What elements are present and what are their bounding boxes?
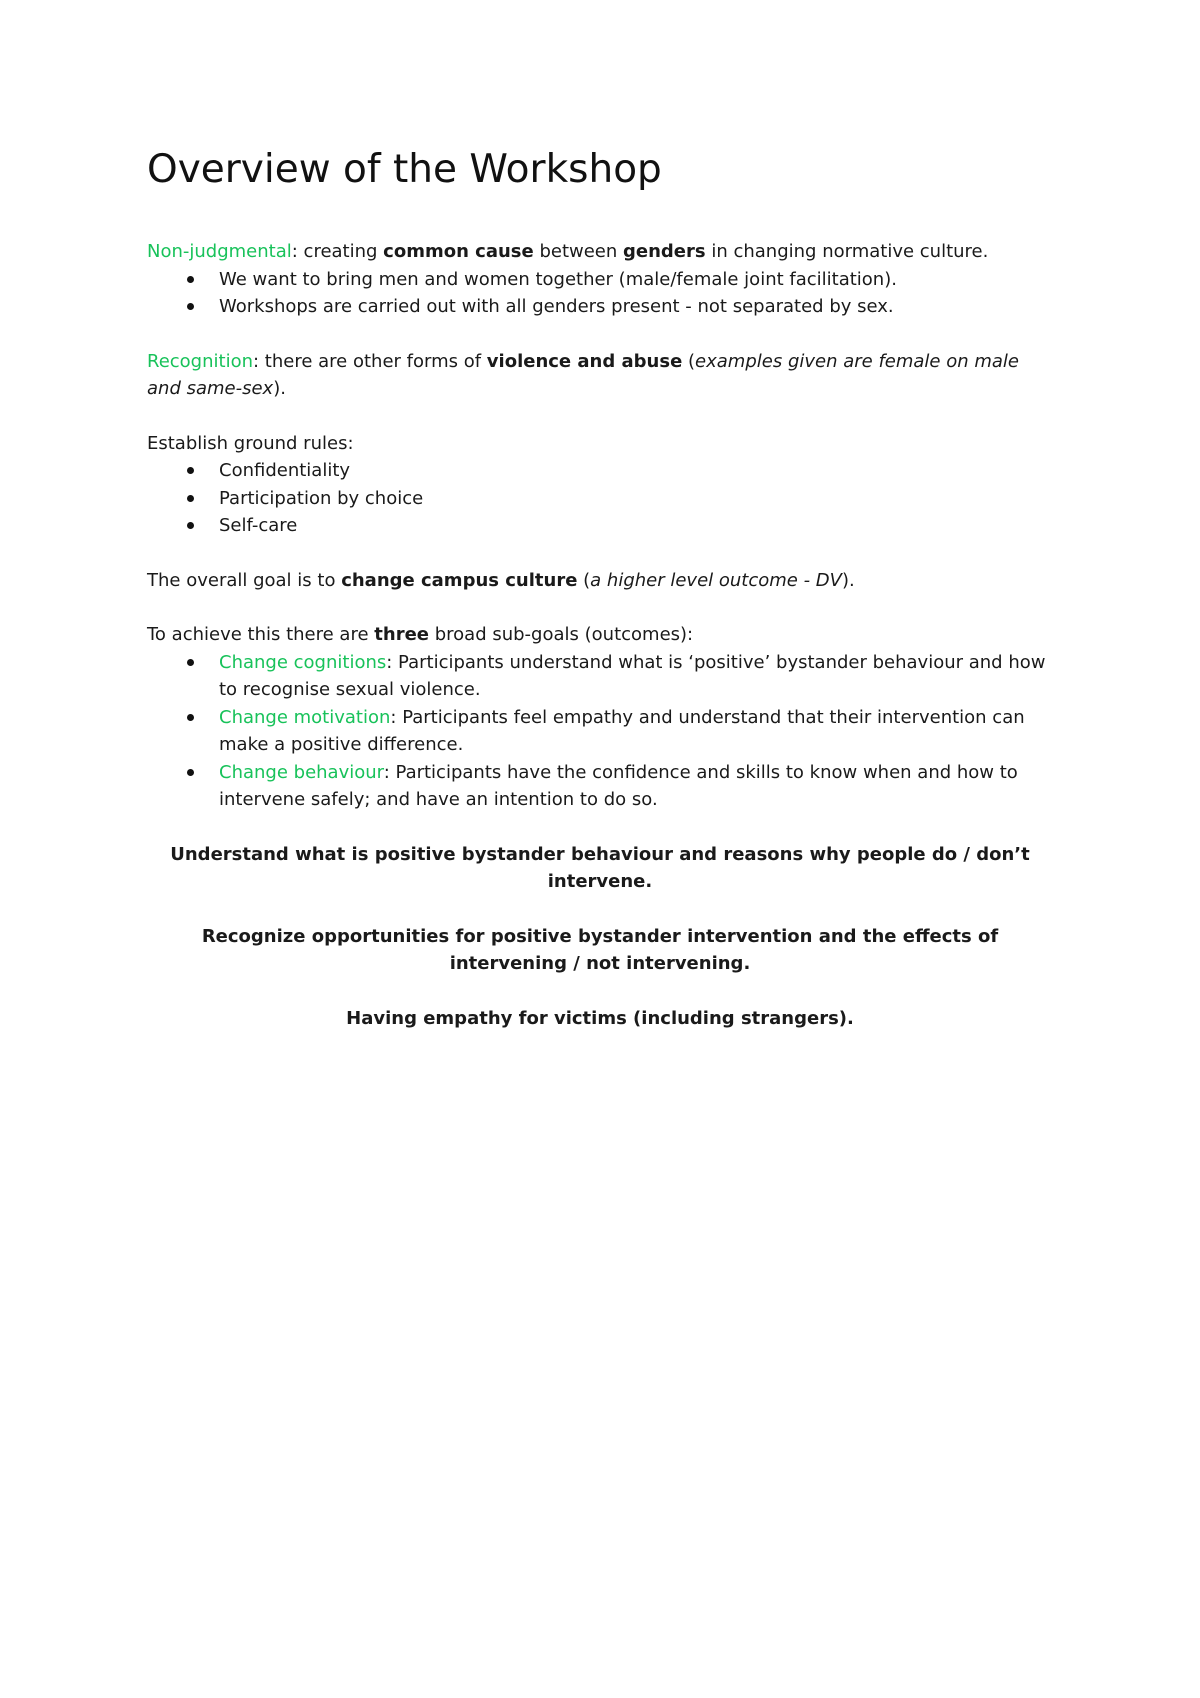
bullet-icon bbox=[187, 522, 194, 529]
bullet-icon bbox=[187, 495, 194, 502]
bullet-icon bbox=[187, 769, 194, 776]
list-item: Self-care bbox=[147, 512, 1053, 540]
list-item: We want to bring men and women together (male/female joint facilitation). bbox=[147, 266, 1053, 294]
list-item: Change behaviour: Participants have the confidence and skills to know when and how to intervene safely; and have an intention to do so. bbox=[147, 759, 1053, 814]
page-title: Overview of the Workshop bbox=[147, 147, 662, 192]
ground-rules-bullets bbox=[147, 457, 1053, 540]
centered-statement: Understand what is positive bystander behaviour and reasons why people do / don’t intervene. bbox=[170, 843, 1030, 892]
list-item: Change cognitions: Participants understand what is ‘positive’ bystander behaviour and how to recognise sexual violence. bbox=[147, 649, 1053, 704]
bullet-icon bbox=[187, 467, 194, 474]
list-item: Participation by choice bbox=[147, 485, 1053, 513]
non-judgmental-label: Non-judgmental bbox=[147, 241, 292, 262]
recognition-label: Recognition bbox=[147, 350, 253, 372]
sub-goals-heading: To achieve this there are three broad sub-goals (outcomes): bbox=[147, 624, 694, 645]
ground-rules-heading: Establish ground rules: bbox=[147, 432, 354, 454]
non-judgmental-bullets bbox=[147, 266, 1053, 321]
bullet-icon bbox=[187, 303, 194, 310]
sub-goals-bullets bbox=[147, 649, 1053, 814]
non-judgmental-paragraph: Non-judgmental: creating common cause between genders in changing normative culture. bbox=[147, 241, 989, 262]
list-item: Workshops are carried out with all genders present - not separated by sex. bbox=[147, 293, 1053, 321]
recognition-paragraph: Recognition: there are other forms of violence and abuse (examples given are female on male and same-sex). bbox=[147, 350, 1020, 399]
bullet-icon bbox=[187, 659, 194, 666]
bullet-icon bbox=[187, 714, 194, 721]
list-item: Confidentiality bbox=[147, 457, 1053, 485]
centered-statement: Having empathy for victims (including strangers). bbox=[346, 1007, 854, 1029]
overall-goal-paragraph: The overall goal is to change campus culture (a higher level outcome - DV). bbox=[147, 569, 855, 591]
list-item: Change motivation: Participants feel empathy and understand that their intervention can make a positive difference. bbox=[147, 704, 1053, 759]
centered-statement: Recognize opportunities for positive bystander intervention and the effects of intervening / not intervening. bbox=[201, 925, 999, 974]
document-page bbox=[147, 140, 1053, 1032]
bullet-icon bbox=[187, 276, 194, 283]
